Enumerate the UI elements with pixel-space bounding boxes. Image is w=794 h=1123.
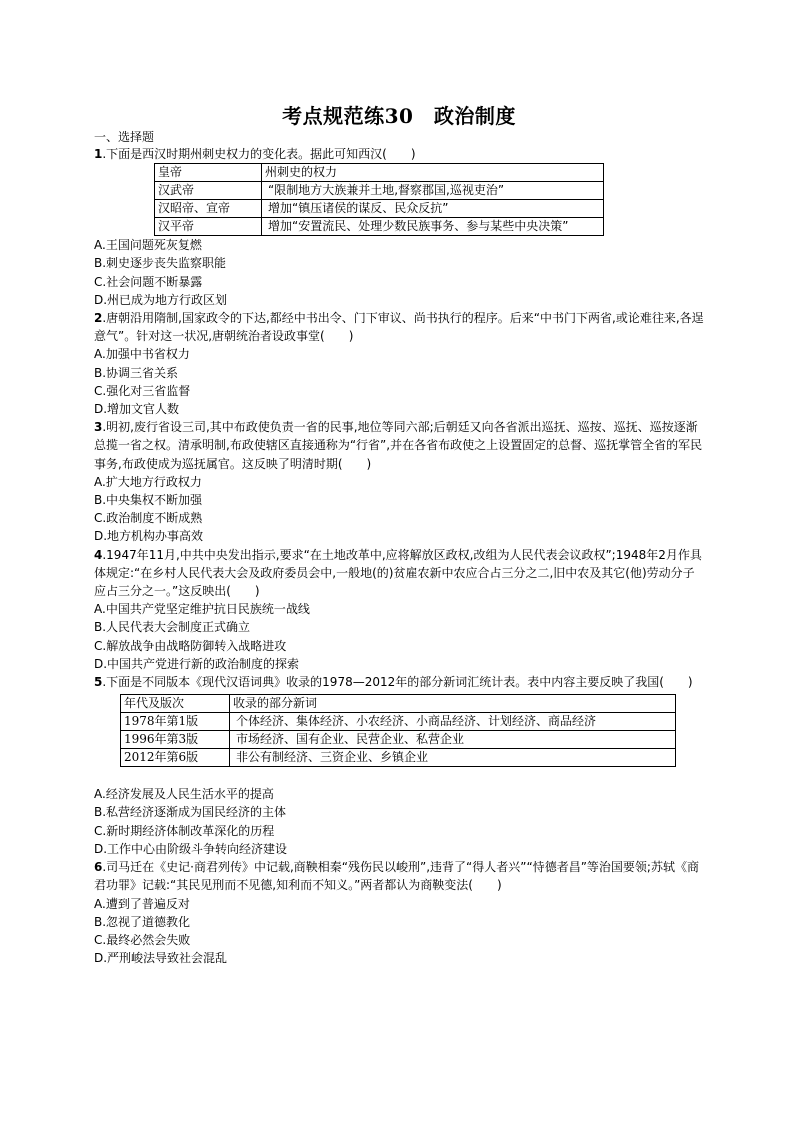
table-row: [155, 182, 604, 200]
table-row: [155, 218, 604, 236]
table-cell: 汉平帝: [155, 218, 262, 236]
option-d: D.严刑峻法导致社会混乱: [94, 951, 228, 966]
question-number: 3: [94, 420, 103, 435]
dictionary-words-table: [120, 694, 676, 767]
table-row: [155, 200, 604, 218]
option-c: C.社会问题不断暴露: [94, 274, 203, 289]
option-c: C.最终必然会失败: [94, 932, 191, 947]
governor-power-table: [154, 163, 604, 236]
option-b: B.忽视了道德教化: [94, 914, 191, 929]
option-a: A.扩大地方行政权力: [94, 474, 202, 489]
table-header-row: [121, 695, 676, 713]
table-header-cell: 收录的部分新词: [230, 695, 676, 713]
option-a: A.经济发展及人民生活水平的提高: [94, 787, 274, 802]
option-d: D.地方机构办事高效: [94, 529, 204, 544]
table-row: [121, 713, 676, 731]
question-1: [94, 145, 704, 309]
table-cell: 增加“安置流民、处理少数民族事务、参与某些中央决策”: [262, 218, 604, 236]
question-3: [94, 418, 704, 545]
option-d: D.增加文官人数: [94, 402, 180, 417]
option-c: C.解放战争由战略防御转入战略进攻: [94, 638, 287, 653]
option-d: D.工作中心由阶级斗争转向经济建设: [94, 841, 288, 856]
table-header-cell: 皇帝: [155, 164, 262, 182]
question-number: 1: [94, 147, 103, 161]
option-b: B.私营经济逐渐成为国民经济的主体: [94, 805, 287, 820]
question-stem: 3.明初,废行省设三司,其中布政使负责一省的民事,地位等同六部;后朝廷又向各省派出巡抚、巡按、巡抚、巡按逐渐总揽一省之权。清承明制,布政使辖区直接通称为“行省”,并在各省布政使之上设置固定的总督、巡抚掌管全省的军民事务,布政使成为巡抚属官。这反映了明清时期( ): [94, 420, 703, 471]
table-header-cell: 年代及版次: [121, 695, 230, 713]
table-cell: 汉武帝: [155, 182, 262, 200]
question-number: 6: [94, 860, 103, 875]
option-a: A.加强中书省权力: [94, 347, 190, 362]
question-6: [94, 858, 704, 967]
table-row: [121, 749, 676, 767]
table-cell: 2012年第6版: [121, 749, 230, 767]
question-list: [94, 145, 704, 967]
option-d: D.州已成为地方行政区划: [94, 292, 228, 307]
table-row: [121, 731, 676, 749]
option-c: C.新时期经济体制改革深化的历程: [94, 823, 275, 838]
table-cell: “限制地方大族兼并土地,督察郡国,巡视吏治”: [262, 182, 604, 200]
question-5: [94, 673, 704, 858]
option-b: B.人民代表大会制度正式确立: [94, 620, 251, 635]
option-b: B.中央集权不断加强: [94, 493, 203, 508]
table-cell: 汉昭帝、宣帝: [155, 200, 262, 218]
table-cell: 个体经济、集体经济、小农经济、小商品经济、计划经济、商品经济: [230, 713, 676, 731]
table-cell: 1978年第1版: [121, 713, 230, 731]
table-header-cell: 州刺史的权力: [262, 164, 604, 182]
question-stem: 1.下面是西汉时期州刺史权力的变化表。据此可知西汉( ): [94, 147, 416, 161]
option-c: C.强化对三省监督: [94, 383, 191, 398]
question-4: [94, 546, 704, 673]
page-title: 考点规范练30 政治制度: [282, 104, 516, 128]
table-cell: 市场经济、国有企业、民营企业、私营企业: [230, 731, 676, 749]
option-a: A.王国问题死灰复燃: [94, 238, 202, 253]
question-number: 4: [94, 547, 103, 562]
question-number: 5: [94, 675, 103, 690]
option-b: B.刺史逐步丧失监察职能: [94, 256, 227, 271]
question-number: 2: [94, 311, 103, 326]
option-a: A.遭到了普遍反对: [94, 896, 190, 911]
question-2: [94, 309, 704, 418]
question-stem: 5.下面是不同版本《现代汉语词典》收录的1978—2012年的部分新词汇统计表。表中内容主要反映了我国( ): [94, 675, 693, 690]
table-header-row: [155, 164, 604, 182]
table-cell: 1996年第3版: [121, 731, 230, 749]
table-cell: 增加“镇压诸侯的谋反、民众反抗”: [262, 200, 604, 218]
section-heading: 一、选择题: [94, 130, 155, 144]
table-cell: 非公有制经济、三资企业、乡镇企业: [230, 749, 676, 767]
question-stem: 2.唐朝沿用隋制,国家政令的下达,都经中书出令、门下审议、尚书执行的程序。后来“中书门下两省,或论难往来,各逞意气”。针对这一状况,唐朝统治者设政事堂( ): [94, 311, 704, 344]
question-stem: 4.1947年11月,中共中央发出指示,要求“在土地改革中,应将解放区政权,改组为人民代表会议政权”;1948年2月作具体规定:“在乡村人民代表大会及政府委员会中,一般地(的)贫雇农新中农应合占三分之二,旧中农及其它(他)劳动分子应占三分之一。”这反映出( ): [94, 547, 702, 599]
option-b: B.协调三省关系: [94, 365, 179, 380]
option-c: C.政治制度不断成熟: [94, 511, 203, 526]
question-stem: 6.司马迁在《史记·商君列传》中记载,商鞅相秦“残伤民以峻刑”,违背了“得人者兴”“恃德者昌”等治国要领;苏轼《商君功罪》记载:“其民见刑而不见德,知利而不知义。”两者都认为商鞅变法( ): [94, 860, 699, 893]
option-d: D.中国共产党进行新的政治制度的探索: [94, 656, 300, 671]
option-a: A.中国共产党坚定维护抗日民族统一战线: [94, 602, 310, 617]
